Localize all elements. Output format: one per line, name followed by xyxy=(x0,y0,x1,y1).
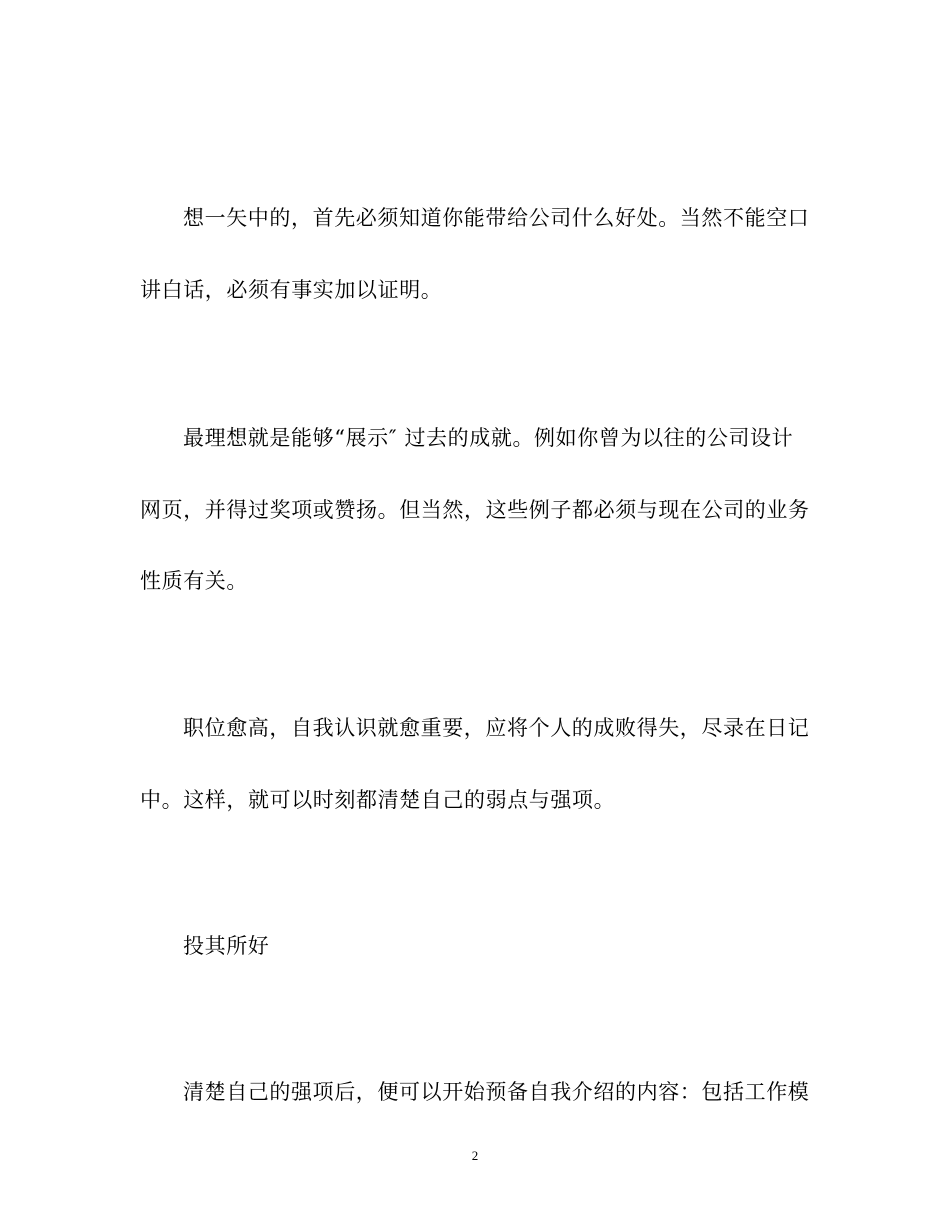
paragraph-1-line-1: 想一矢中的，首先必须知道你能带给公司什么好处。当然不能空口 xyxy=(183,206,810,230)
paragraph-1-line-2: 讲白话，必须有事实加以证明。 xyxy=(140,278,443,302)
section-heading: 投其所好 xyxy=(183,934,270,958)
paragraph-4-line-1: 清楚自己的强项后，便可以开始预备自我介绍的内容：包括工作模 xyxy=(183,1080,810,1104)
paragraph-2-line-1: 最理想就是能够“展示″ 过去的成就。例如你曾为以往的公司设计 xyxy=(183,426,794,450)
paragraph-2-line-2: 网页，并得过奖项或赞扬。但当然，这些例子都必须与现在公司的业务 xyxy=(140,498,810,522)
page-number: 2 xyxy=(471,1148,479,1163)
paragraph-2-line-3: 性质有关。 xyxy=(140,569,248,593)
paragraph-3-line-1: 职位愈高，自我认识就愈重要，应将个人的成败得失，尽录在日记 xyxy=(183,716,810,740)
paragraph-3-line-2: 中。这样，就可以时刻都清楚自己的弱点与强项。 xyxy=(140,788,616,812)
